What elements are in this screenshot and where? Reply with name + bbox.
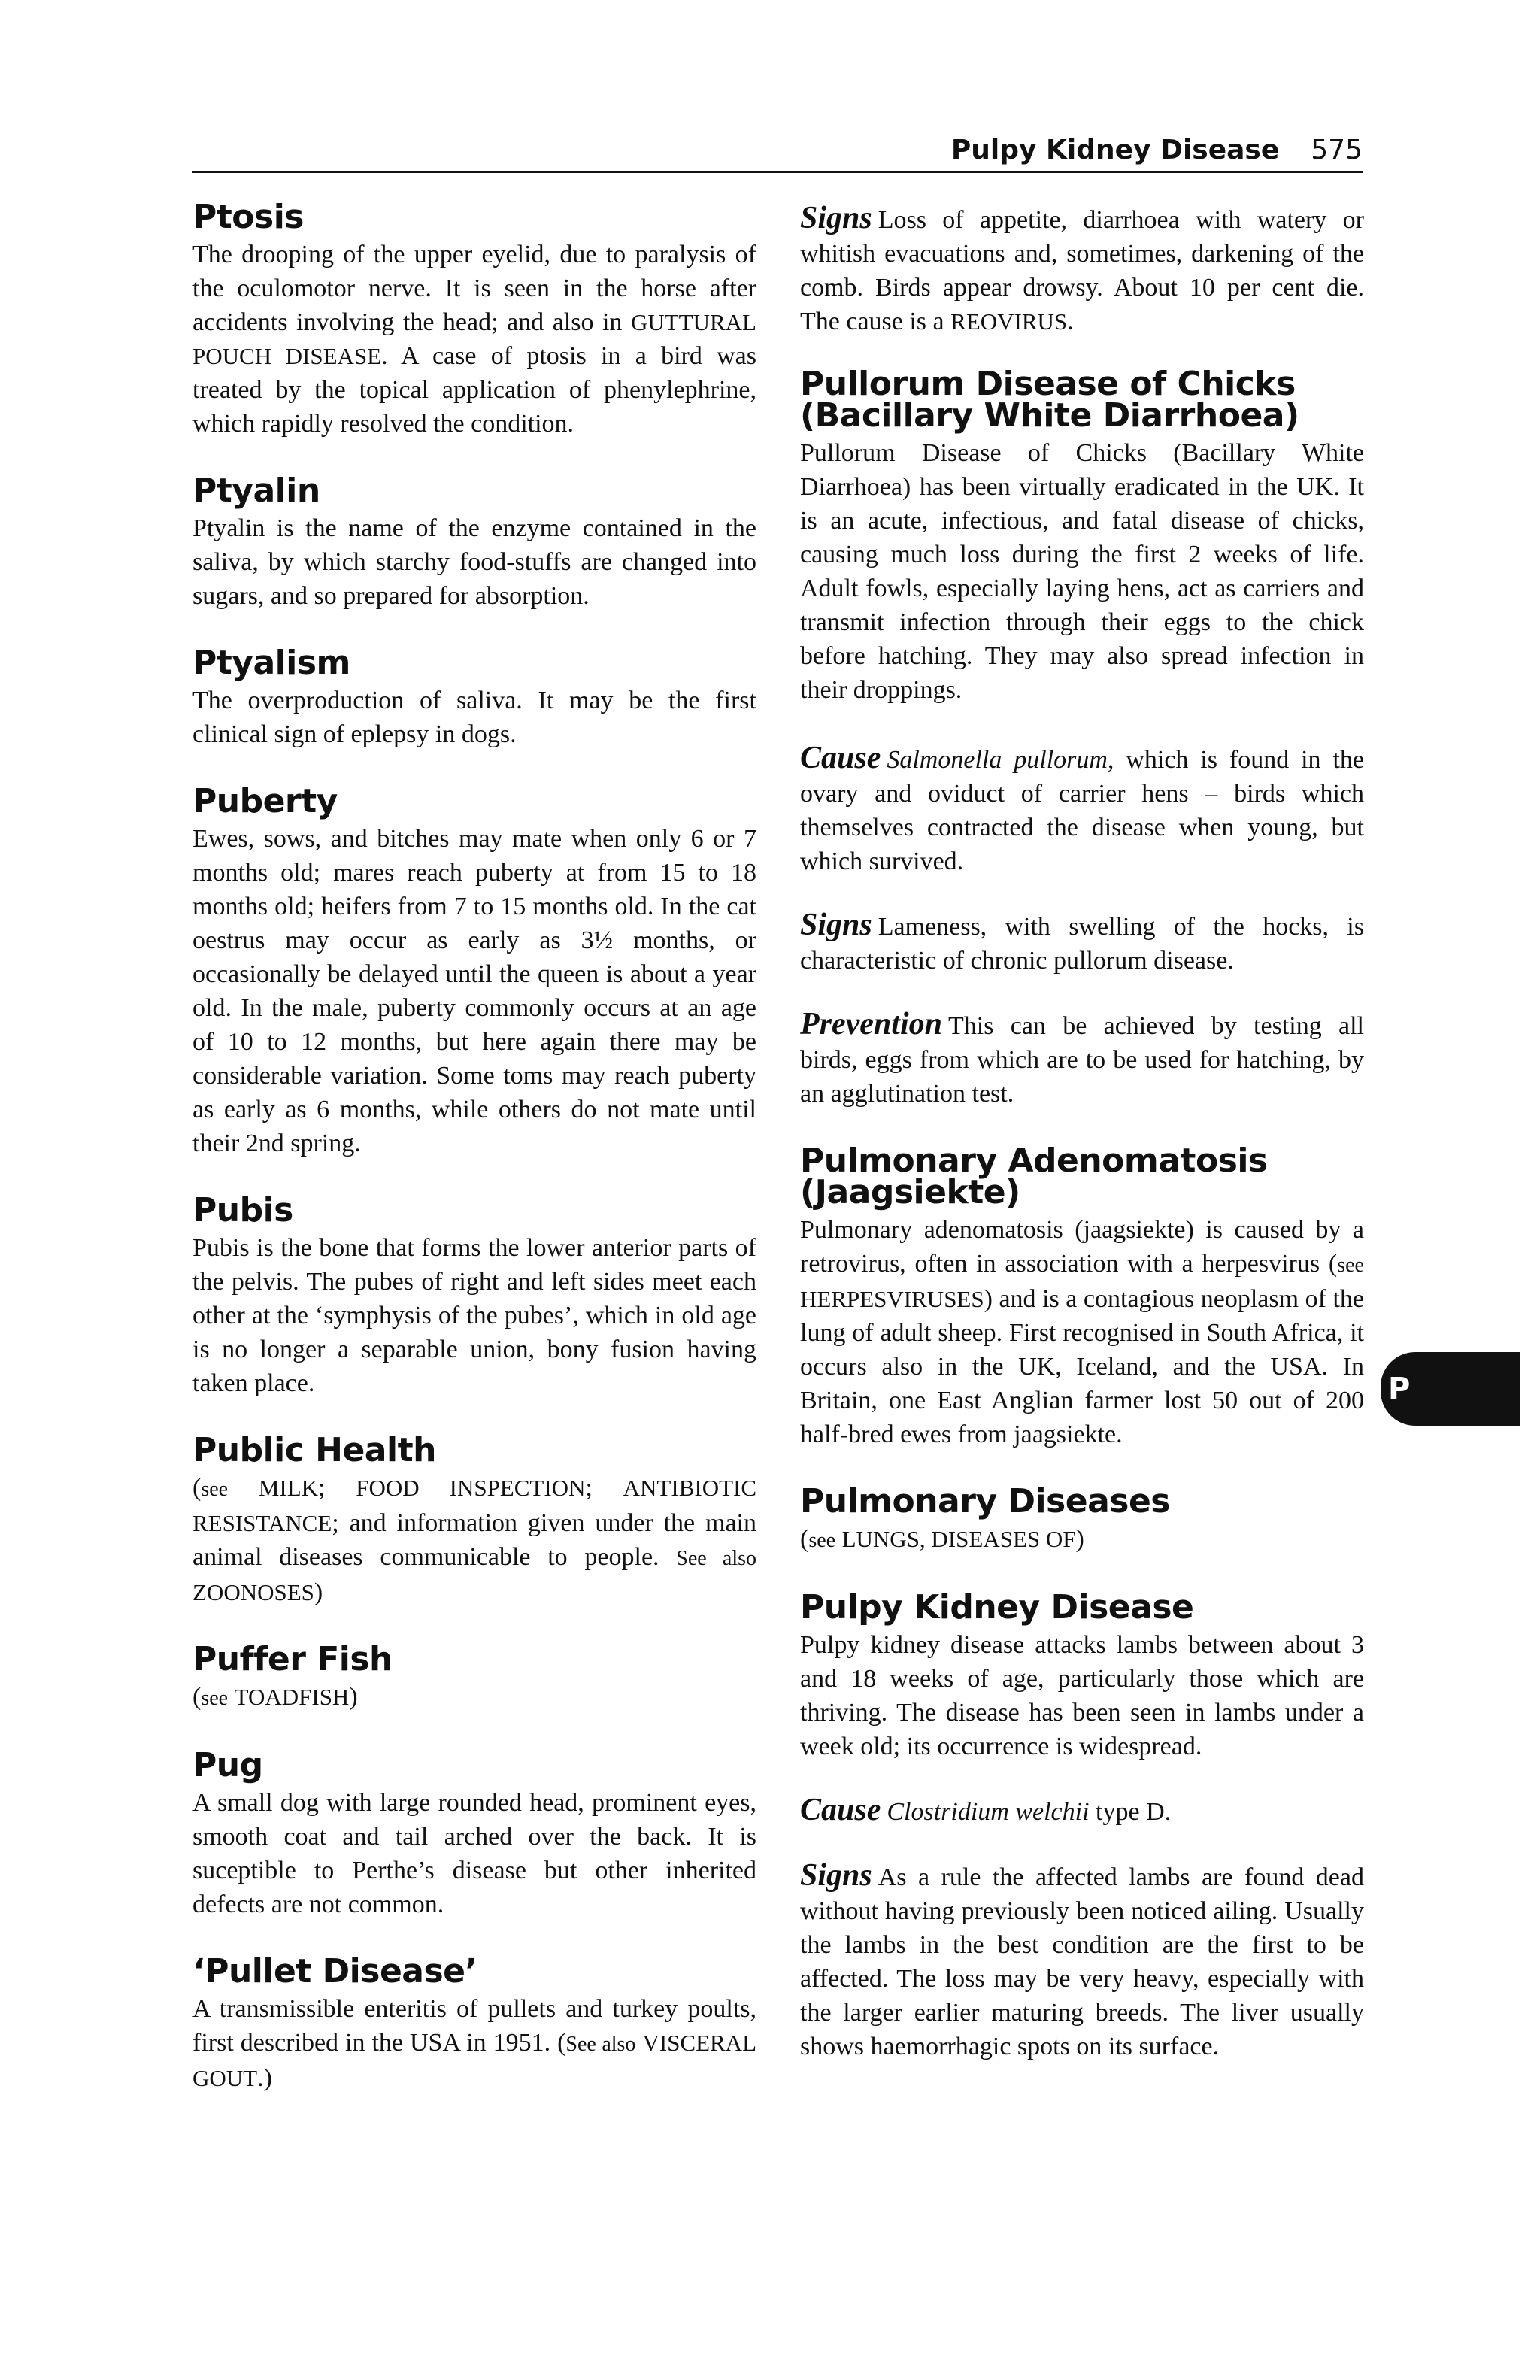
entry-title: Ptosis: [192, 198, 304, 236]
cross-reference: HERPESVIRUSES: [800, 1286, 984, 1312]
entry-title: ‘Pullet Disease’: [192, 1952, 477, 1990]
entry-pulmonary-diseases: [800, 1482, 1364, 1557]
entry-title: Puberty: [192, 782, 338, 820]
entry-body: A transmissible enteritis of pullets and turkey poults, first described in the USA in 1951. (See also VISCERAL GOUT.): [192, 1995, 757, 2092]
entry-body: A small dog with large rounded head, prominent eyes, smooth coat and tail arched over the back. It is suceptible to Perthe’s disease but other inherited defects are not common.: [192, 1789, 756, 1918]
entry-body: The overproduction of saliva. It may be the first clinical sign of eplepsy in dogs.: [192, 687, 756, 748]
entry-puffer-fish: [192, 1640, 756, 1715]
entry-body: (see LUNGS, DISEASES OF): [800, 1525, 1084, 1553]
cross-reference: VISCERAL GOUT: [192, 2030, 757, 2091]
subsection-label: Cause: [800, 741, 881, 775]
left-column: [192, 198, 757, 2130]
entry-pulpy-kidney-disease: [800, 1588, 1364, 1763]
cross-reference: LUNGS, DISEASES OF: [841, 1526, 1076, 1552]
entry-title: Pubis: [192, 1191, 293, 1229]
entry-pullorum-disease: [800, 365, 1364, 707]
entry-pubis: [192, 1191, 756, 1400]
subsection-signs: Signs Lameness, with swelling of the hocks, is characteristic of chronic pullorum disease.: [800, 908, 1364, 975]
entry-body: (see TOADFISH): [192, 1683, 358, 1711]
entry-body: Pullorum Disease of Chicks (Bacillary White Diarrhoea) has been virtually eradicated in the UK. It is an acute, infectious, and fatal disease of chicks, causing much loss during the first 2 weeks of life. Adult fowls, especially laying hens, act as carriers and transmit infection through their eggs to the chick before hatching. They may also spread infection in their droppings.: [800, 439, 1364, 704]
entry-title: Pulmonary Diseases: [800, 1482, 1170, 1520]
subsection-cause: Cause Salmonella pullorum, which is found in the ovary and oviduct of carrier hens – birds which themselves contracted the disease when young, but which survived.: [800, 741, 1364, 875]
subsection-label: Prevention: [800, 1007, 942, 1041]
entry-body: Ptyalin is the name of the enzyme contained in the saliva, by which starchy food-stuffs are changed into sugars, and so prepared for absorption.: [192, 514, 756, 610]
organism-name: Salmonella pullorum: [887, 746, 1108, 774]
entry-pulmonary-adenomatosis: [800, 1141, 1364, 1451]
right-column: [800, 202, 1364, 2093]
entry-body: Pubis is the bone that forms the lower anterior parts of the pelvis. The pubes of right and left sides meet each other at the ‘symphysis of the pubes’, which in old age is no longer a separable union, bony fusion having taken place.: [192, 1234, 756, 1397]
subsection-label: Signs: [800, 201, 872, 235]
entry-public-health: [192, 1431, 757, 1609]
running-head-title: Pulpy Kidney Disease: [950, 135, 1280, 165]
cross-reference: ANTIBIOTIC RESISTANCE: [192, 1475, 757, 1536]
running-head: [192, 128, 1363, 173]
subsection-label: Cause: [800, 1793, 881, 1827]
entry-body: The drooping of the upper eyelid, due to paralysis of the oculomotor nerve. It is seen in the horse after accidents involving the head; and also in GUTTURAL POUCH DISEASE. A case of ptosis in a bird was treated by the topical application of phenylephrine, which rapidly resolved the condition.: [192, 241, 757, 438]
entry-body: Ewes, sows, and bitches may mate when only 6 or 7 months old; mares reach puberty at from 15 to 18 months old; heifers from 7 to 15 months old. In the cat oestrus may occur as early as 3½ months, or occasionally be delayed until the queen is about a year old. In the male, puberty commonly occurs at an age of 10 to 12 months, but here again there may be considerable variation. Some toms may reach puberty as early as 6 months, while others do not mate until their 2nd spring.: [192, 825, 756, 1157]
entry-pullet-disease: [192, 1952, 757, 2095]
section-letter: P: [1388, 1372, 1411, 1406]
cross-reference: GUTTURAL POUCH DISEASE: [192, 309, 756, 369]
entry-title: Pullorum Disease of Chicks (Bacillary White Diarrhoea): [800, 365, 1299, 435]
entry-ptyalin: [192, 471, 756, 613]
entry-title: Pulpy Kidney Disease: [800, 1588, 1194, 1627]
entry-body: (see MILK; FOOD INSPECTION; ANTIBIOTIC RESISTANCE; and information given under the main animal diseases communicable to people. See also ZOONOSES): [192, 1474, 757, 1606]
entry-ptosis: [192, 198, 757, 441]
subsection-signs: Signs As a rule the affected lambs are found dead without having previously been noticed ailing. Usually the lambs in the best condition are the first to be affected. The loss may be very heavy, especially with the larger earlier maturing breeds. The liver usually shows haemorrhagic spots on its surface.: [800, 1858, 1364, 2060]
subsection-signs: Signs Loss of appetite, diarrhoea with watery or whitish evacuations and, sometimes, darkening of the comb. Birds appear drowsy. About 10 per cent die. The cause is a REOVIRUS.: [800, 201, 1364, 335]
entry-body: Pulpy kidney disease attacks lambs between about 3 and 18 weeks of age, particularly those which are thriving. The disease has been seen in lambs under a week old; its occurrence is widespread.: [800, 1631, 1364, 1760]
entry-title: Public Health: [192, 1431, 436, 1469]
entry-title: Ptyalism: [192, 644, 350, 682]
cross-reference: ZOONOSES: [192, 1579, 314, 1605]
entry-title: Pug: [192, 1746, 263, 1784]
entry-title: Pulmonary Adenomatosis (Jaagsiekte): [800, 1141, 1268, 1211]
subsection-cause: Cause Clostridium welchii type D.: [800, 1793, 1172, 1827]
section-thumb-tab: [1381, 1352, 1520, 1426]
entry-body: Pulmonary adenomatosis (jaagsiekte) is caused by a retrovirus, often in association with a herpesvirus (see HERPESVIRUSES) and is a contagious neoplasm of the lung of adult sheep. First recognised in South Africa, it occurs also in the UK, Iceland, and the USA. In Britain, one East Anglian farmer lost 50 out of 200 half-bred ewes from jaagsiekte.: [800, 1216, 1364, 1448]
entry-puberty: [192, 782, 756, 1160]
subsection-label: Signs: [800, 1858, 872, 1893]
entry-title: Ptyalin: [192, 471, 320, 510]
cross-reference: REOVIRUS: [950, 308, 1068, 335]
entry-title: Puffer Fish: [192, 1640, 393, 1678]
entry-ptyalism: [192, 644, 756, 751]
subsection-prevention: Prevention This can be achieved by testing all birds, eggs from which are to be used for hatching, by an agglutination test.: [800, 1007, 1364, 1108]
cross-reference: TOADFISH: [234, 1684, 350, 1710]
cross-reference: MILK: [258, 1475, 319, 1501]
cross-reference: FOOD INSPECTION: [356, 1475, 586, 1501]
entry-pug: [192, 1746, 756, 1921]
page-number: 575: [1311, 135, 1363, 165]
subsection-label: Signs: [800, 908, 872, 942]
organism-name: Clostridium welchii: [887, 1798, 1090, 1826]
